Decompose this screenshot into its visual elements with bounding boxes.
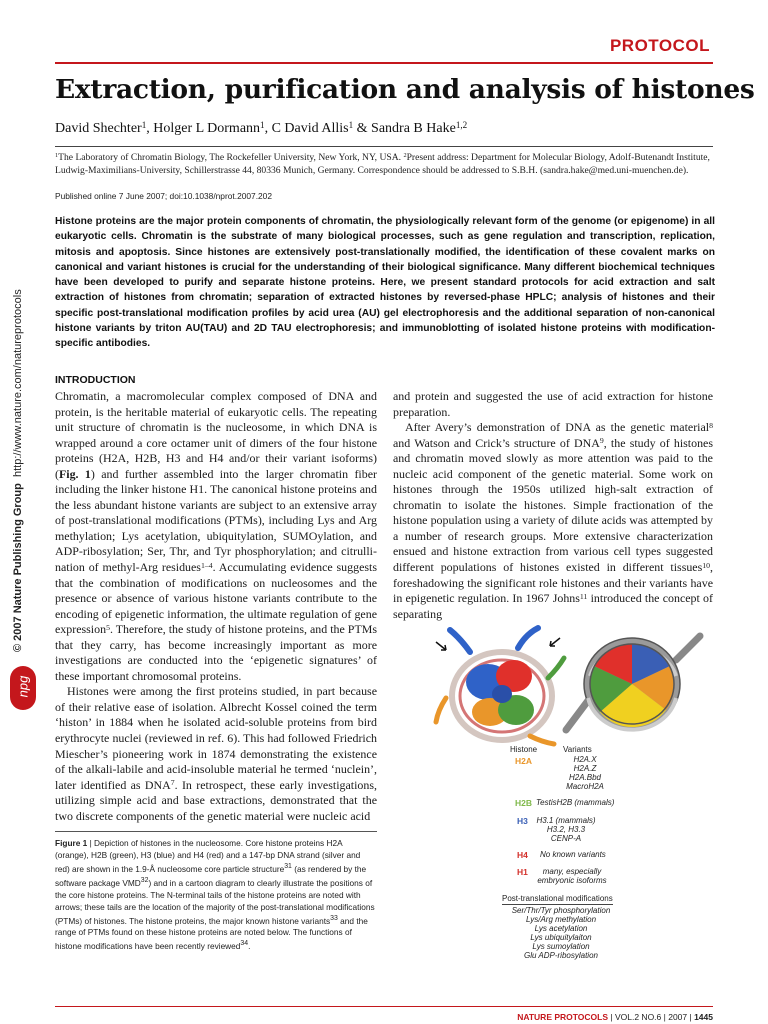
variant-name: H3.1 (mammals) [536,816,596,825]
sidebar-copyright [7,232,29,652]
ptm-item: Lys acetylation [534,924,588,933]
paragraph [393,420,713,622]
ptm-item: Glu ADP-ribosylation [524,951,598,960]
header-rule [55,62,713,64]
histone-label: H1 [517,867,528,877]
text-run: and Watson and Crick’s structure of DNA [393,435,600,450]
text-run: , the study of histones and chromatin moved slowly as more attention was paid to the nucleic acid component of the genetic material. Some work on histones through the 1950s utilized high-salt extraction of chromatin to isolate the histones. Simple fractionation of the histone population using a variety of dilute acids was attempted by a number of research groups. More extensive characterization ensued and histone extraction from various cell types suggested different populations of histones existed in different tissues [393,435,713,575]
variant-name: CENP-A [550,834,582,843]
figure-reference-link[interactable]: Fig. 1 [58,466,91,481]
footer-rule [55,1006,713,1007]
footer-separator: | [661,1012,669,1022]
caption-text: Depiction of histones in the nucleosome. Core histone proteins H2A (orange), H2B (green), H3 (blue) and H4 (red) and a 147-bp DNA strand (silver and red) are shown in the 1.9-Å nucleosome core particle structure [55,838,361,874]
figure-caption [55,837,377,952]
variant-name: H2A.Bbd [568,773,602,782]
article-title: Extraction, purification and analysis of histones [55,74,755,105]
npg-logo-text: npg [15,675,31,698]
introduction-heading: INTRODUCTION [55,374,136,386]
text-run: ) and further assembled into the larger chromatin fiber including the linker histone H1. The canonical histone proteins and the less abundant histone variants are subject to an extensive array of post-translational modifications (PTMs), including Lys and Arg methylation; Lys acetylation, ubiquitylation, SUMOylation, and ADP-ribosylation; Ser, Thr, and Tyr phosphorylation; and citrullination of methyl-Arg residues [55,466,377,575]
citation-mark[interactable]: 31 [284,863,292,870]
ptm-item: Lys sumoylation [532,942,590,951]
paragraph [55,389,377,684]
author-separator: , [146,121,154,136]
caption-text: (as rendered by the software package VMD [55,863,367,888]
citation-mark[interactable]: 34 [240,940,249,948]
nucleosome-cartoon-image [560,626,705,746]
author-list [55,121,467,137]
author-name[interactable]: Holger L Dormann [153,121,261,136]
citation-mark[interactable]: 7 [170,778,175,788]
text-run: , foreshadowing the significant role histones and their variants have in epigenetic regulation. In 1967 Johns [393,560,713,606]
citation-mark[interactable]: 33 [330,914,338,922]
citation-mark[interactable]: 1–4 [200,560,213,570]
section-label: PROTOCOL [609,36,710,55]
author-separator: & [353,121,372,136]
affiliation-rule [55,146,713,147]
affiliation-mark: 2 [403,152,407,160]
histone-label: H3 [517,816,528,826]
variant-name: embryonic isoforms [537,876,607,885]
text-run: . Accumulating evidence suggests that the combination of modifications on nucleosomes and the presence or absence of various histone variants contribute to the encoding of epigenetic information, the ultimate regulation of gene expression [55,560,377,637]
footer-separator: | [687,1012,695,1022]
footer-separator: | [608,1012,615,1022]
author-affiliation-mark: 1 [141,119,147,130]
copyright-text: © 2007 Nature Publishing Group [12,483,24,652]
caption-label: Figure 1 [55,838,88,848]
variant-name: No known variants [540,850,606,859]
caption-text: ) and in a cartoon diagram to clearly illustrate the positions of the core histone proteins. The N-terminal tails of the histone proteins are noted with arrows; these tails are the location of the majority of the post-translational modifications (PTMs) of histones. The histone proteins, the major known histone variants [55,877,375,926]
footer-year: 2007 [668,1012,688,1022]
caption-text: . [248,941,251,952]
caption-separator: | [87,838,95,848]
body-column-left [55,389,377,823]
abstract: Histone proteins are the major protein components of chromatin, the physiologically relevant form of the genome (or epigenome) in all eukaryotic cells. Chromatin is the substrate of many biological processes, such as gene regulation and transcription, replication, mitosis and apoptosis. Since histones are extensively post-translationally modified, the identification of these covalent marks on canonical and variant histones is crucial for the understanding of their biological significance. Many different biochemical techniques have been developed to purify and separate histone proteins. Here, we present standard protocols for acid extraction and salt extraction of histones from chromatin; separation of extracted histones by reversed-phase HPLC; analysis of histones and their specific post-translational modification profiles by acid urea (AU) gel electrophoresis and the additional separation of non-canonical histone variants by triton AU(TAU) and 2D TAU electrophoresis; and immunoblotting of isolated histone proteins with modification-specific antibodies. [55,216,715,350]
variant-name: H2A.X [573,755,597,764]
author-affiliation-mark: 1,2 [455,119,468,130]
author-separator: , [264,121,272,136]
affiliation-text[interactable]: Present address: Department for Molecular Biology, Adolf-Butenandt Institute, Ludwig-Maximilians-University, Schillerstrasse 44, 80336 Munich, Germany. Correspondence should be addressed to S.B.H. (sandra.hake@med.uni-muenchen.de). [55,152,710,176]
histone-label: H4 [517,850,528,860]
variant-name: TestisH2B (mammals) [536,798,615,807]
citation-mark[interactable]: 11 [579,591,588,601]
page-footer [517,1012,713,1022]
paragraph: and protein and suggested the use of acid extraction for histone preparation. [393,389,713,419]
citation-mark[interactable]: 32 [140,876,149,884]
author-name[interactable]: Sandra B Hake [371,121,456,136]
paragraph [55,684,377,824]
text-run: introduced the concept of separating [393,591,714,621]
figure-1 [430,618,720,988]
author-affiliation-mark: 1 [260,119,265,130]
affiliations [55,151,715,177]
variant-name: H2A.Z [573,764,597,773]
variant-name: H3.2, H3.3 [546,825,586,834]
figure-column-header: Variants [563,745,592,754]
histone-label: H2A [515,756,533,766]
variant-name: MacroH2A [566,782,604,791]
text-run: After Avery’s demonstration of DNA as the genetic material [405,420,710,435]
author-name[interactable]: C David Allis [271,121,349,136]
citation-mark[interactable]: 8 [709,420,713,430]
ptm-item: Ser/Thr/Tyr phosphorylation [511,906,611,915]
body-column-right [393,389,714,621]
npg-logo [10,666,36,710]
citation-mark[interactable]: 5 [106,622,110,632]
variant-name: many, especially [542,867,602,876]
affiliation-text: The Laboratory of Chromatin Biology, The Rockefeller University, New York, NY, USA. [58,152,404,163]
ptm-item: Lys ubiquitylaiton [530,933,592,942]
citation-mark[interactable]: 10 [702,560,711,570]
page-number: 1445 [694,1012,713,1022]
ptm-item: Lys/Arg methylation [525,915,597,924]
caption-text: and the range of PTMs found on these histone proteins are noted below. The functions of histone modifications have been recently reviewed [55,915,368,952]
figure-column-header: Histone [510,745,538,754]
affiliation-mark: 1 [55,152,59,160]
footer-journal-name: NATURE PROTOCOLS [517,1012,609,1022]
text-run: Histones were among the first proteins studied, in part because of their relative ease of isolation. Albrecht Kossel coined the term ‘histon’ in 1884 when he isolated acid-soluble proteins from bird erythrocyte nuclei (reviewed in ref. 6). This had followed Friedrich Miescher’s pioneering work in 1874 demonstrating the existence of the alkali-labile and acid-insoluble material he termed ‘nuclein’, later identified as DNA [55,684,377,792]
text-run: . Therefore, the study of histone proteins, and the PTMs that they carry, has become increasingly important as more investigations are conducted into the ‘epigenetic signatures’ of these important chromosomal proteins. [55,622,377,683]
text-run: . In retrospect, these early investigations, utilizing simple acid and base extractions, demonstrated that the two discrete components of the genetic material were nucleic acid [55,777,377,823]
journal-url-link[interactable]: http://www.nature.com/natureprotocols [12,289,24,478]
histone-label: H2B [515,798,533,808]
publication-info[interactable]: Published online 7 June 2007; doi:10.1038/nprot.2007.202 [55,191,272,201]
caption-rule [55,831,377,832]
author-name[interactable]: David Shechter [55,121,142,136]
text-run: Chromatin, a macromolecular complex composed of DNA and protein, is the heritable material of eukaryotic cells. The repeating unit structure of chromatin is the nucleosome, in which DNA is wrapped around a core octamer unit of dimers of the four histone proteins (H2A, H2B, H3 and H4 and/or their variant isoforms) ( [55,389,377,481]
author-affiliation-mark: 1 [348,119,354,130]
nucleosome-structure-image [430,618,570,750]
citation-mark[interactable]: 9 [599,436,604,446]
ptm-heading: Post-translational modifications [502,894,613,903]
footer-volume: VOL.2 NO.6 [614,1012,662,1022]
